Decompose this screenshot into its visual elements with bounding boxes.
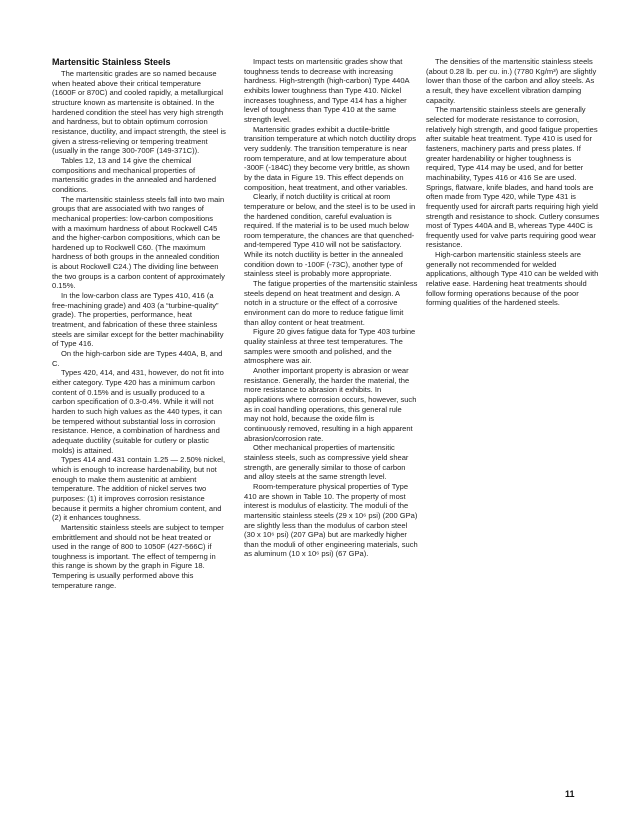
paragraph: In the low-carbon class are Types 410, 416 (a free-machining grade) and 403 (a “turbine-quality” grade). The properties, performance, heat treatment, and fabrication of these three stainless steels are similar except for the better machinability of Type 416. bbox=[52, 291, 224, 349]
paragraph: Other mechanical properties of martensitic stainless steels, such as compressive yield shear strength, are generally similar to those of carbon and alloy steels at the same strength level. bbox=[244, 443, 409, 482]
paragraph: Martensitic stainless steels are subject to temper embrittlement and should not be heat treated or used in the range of 800 to 1050F (427-566C) if toughness is important. The effect of temperng in this range is shown by the graph in Figure 18. Tempering is usually performed above this temperature range. bbox=[52, 522, 224, 590]
paragraph: Martensitic grades exhibit a ductile-brittle transition temperature at which notch ductility drops very suddenly. The transition temperature is near room temperature, and at low temperature about -300F (-184C) they become very brittle, as shown by the data in Figure 19. This effect depends on composition, heat treatment, and other variables. bbox=[244, 124, 416, 192]
paragraph: On the high-carbon side are Types 440A, B, and C. bbox=[52, 349, 223, 368]
paragraph: Types 420, 414, and 431, however, do not fit into either category. Type 420 has a minimum carbon content of 0.15% and is usually produced to a carbon specification of 0.3-0.4%. While it will not harden to such high values as the 440 types, it can be tempered without substantial loss in corrosion resistance. Hence, a combination of hardness and adequate ductility (suitable for cutlery or plastic molds) is attained. bbox=[52, 368, 224, 455]
paragraph: Another important property is abrasion or wear resistance. Generally, the harder the material, the more resistance to abrasion it exhibits. In applications where corrosion occurs, however, such as in coal handling operations, this general rule may not hold, because the oxide film is continuously removed, resulting in a high apparent abrasion/corrosion rate. bbox=[244, 366, 417, 443]
paragraph: The martensitic grades are so named because when heated above their critical temperature (1600F or 870C) and cooled rapidly, a metallurgical structure known as martensite is obtained. In the hardened condition the steel has very high strength and hardness, but to obtain optimum corrosion resistance, ductility, and impact strength, the steel is given a stress-relieving or tempering treatment (usually in the range 300-700F (149-371C)). bbox=[52, 69, 226, 156]
text-column-2 bbox=[244, 57, 418, 559]
paragraph: Tables 12, 13 and 14 give the chemical compositions and mechanical properties of martensitic grades in the annealed and hardened conditions. bbox=[52, 155, 217, 194]
paragraph: Figure 20 gives fatigue data for Type 403 turbine quality stainless at three test temperatures. The samples were smooth and polished, and the atmosphere was air. bbox=[244, 327, 416, 366]
paragraph: High-carbon martensitic stainless steels are generally not recommended for welded applications, although Type 410 can be welded with relative ease. Hardening heat treatments should follow forming operations because of the poor forming qualities of the hardened steels. bbox=[426, 250, 599, 308]
section-heading: Martensitic Stainless Steels bbox=[52, 57, 171, 67]
paragraph: The fatigue properties of the martensitic stainless steels depend on heat treatment and design. A notch in a structure or the effect of a corrosive environment can do more to reduce fatigue limit than alloy content or heat treatment. bbox=[244, 279, 418, 327]
paragraph: Types 414 and 431 contain 1.25 — 2.50% nickel, which is enough to increase hardenability, but not enough to make them austenitic at ambient temperature. The addition of nickel serves two purposes: (1) it improves corrosion resistance because it permits a higher chromium content, and (2) it enhances toughness. bbox=[52, 455, 226, 523]
paragraph: Clearly, if notch ductility is critical at room temperature or below, and the steel is to be used in the hardened condition, careful evaluation is required. If the material is to be used much below room temperature, the chances are that quenched-and-tempered Type 410 will not be satisfactory. While its notch ductility is better in the annealed condition down to -100F (-73C), another type of stainless steel is probably more appropriate. bbox=[244, 192, 416, 279]
paragraph: Impact tests on martensitic grades show that toughness tends to decrease with increasing hardness. High-strength (high-carbon) Type 440A exhibits lower toughness than Type 410. Nickel increases toughness, and Type 414 has a higher level of toughness than Type 410 at the same strength level. bbox=[244, 57, 410, 124]
text-column-1 bbox=[52, 57, 226, 590]
page-number: 11 bbox=[565, 789, 575, 799]
text-column-3 bbox=[426, 57, 600, 308]
paragraph: The martensitic stainless steels are generally selected for moderate resistance to corrosion, relatively high strength, and good fatigue properties after suitable heat treatment. Type 410 is used for fasteners, machinery parts and press plates. If greater hardenability or higher toughness is required, Type 414 may be used, and for better machinability, Types 416 or 416 Se are used. Springs, flatware, knife blades, and hand tools are often made from Type 420, while Type 431 is frequently used for aircraft parts requiring high yield strength and resistance to shock. Cutlery consumes most of Types 440A and B, whereas Type 440C is frequently used for valve parts requiring good wear resistance. bbox=[426, 105, 600, 250]
paragraph: The martensitic stainless steels fall into two main groups that are associated with two ranges of mechanical properties: low-carbon compositions with a maximum hardness of about Rockwell C45 and the higher-carbon compositions, which can be hardened up to Rockwell C60. (The maximum hardness of both groups in the annealed condition is about Rockwell C24.) The dividing line between the two groups is a carbon content of approximately 0.15%. bbox=[52, 194, 225, 291]
paragraph: The densities of the martensitic stainless steels (about 0.28 lb. per cu. in.) (7780 Kg/m³) are slightly lower than those of the carbon and alloy steels. As a result, they have excellent vibration damping capacity. bbox=[426, 57, 597, 105]
paragraph: Room-temperature physical properties of Type 410 are shown in Table 10. The property of most interest is modulus of elasticity. The moduli of the martensitic stainless steels (29 x 10⁶ psi) (200 GPa) are slightly less than the modulus of carbon steel (30 x 10⁶ psi) (207 GPa) but are markedly higher than the moduli of other engineering materials, such as aluminum (10 x 10⁶ psi) (67 GPa). bbox=[244, 481, 418, 559]
